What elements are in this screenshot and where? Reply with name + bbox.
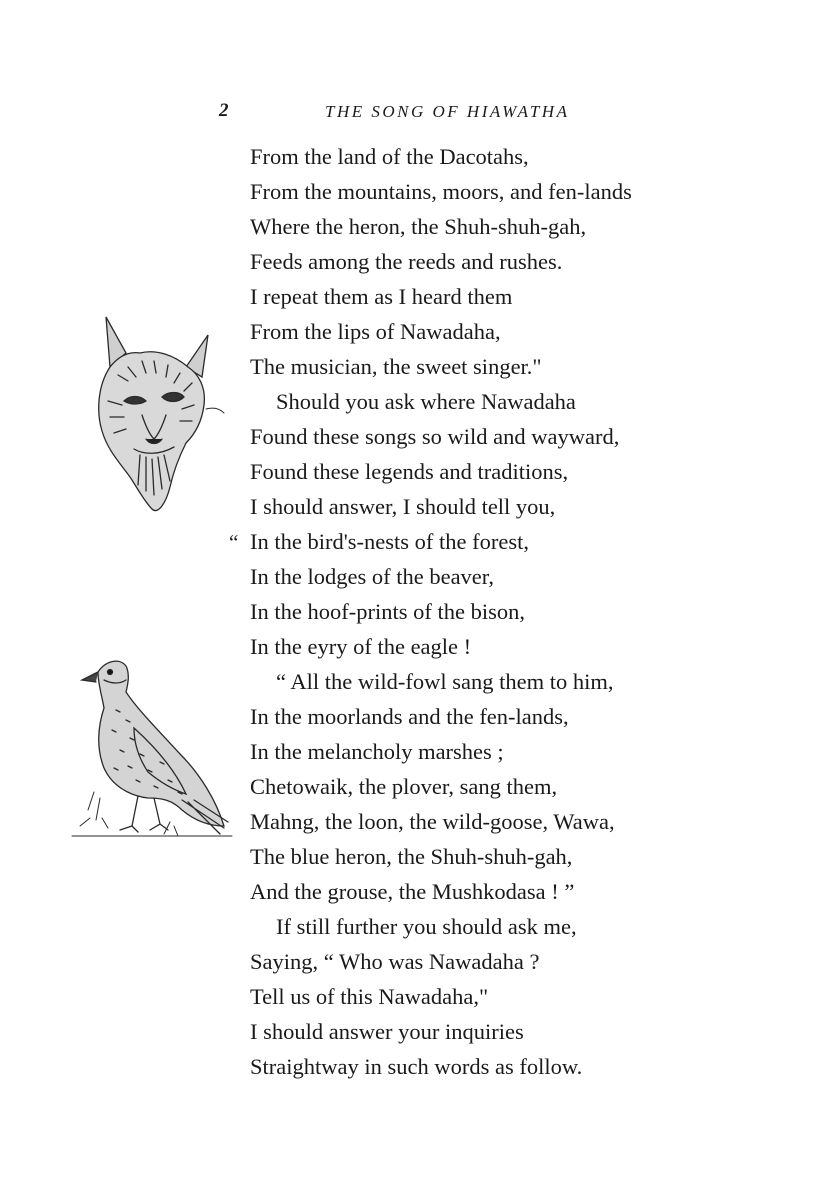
poem-line: From the lips of Nawadaha, bbox=[250, 319, 501, 344]
poem-line: And the grouse, the Mushkodasa ! ” bbox=[250, 879, 575, 904]
poem-line: Mahng, the loon, the wild-goose, Wawa, bbox=[250, 809, 615, 834]
poem-line: Chetowaik, the plover, sang them, bbox=[250, 774, 558, 799]
running-header bbox=[0, 100, 840, 130]
poem-line: “ All the wild-fowl sang them to him, bbox=[276, 669, 614, 694]
poem-line: If still further you should ask me, bbox=[276, 914, 577, 939]
poem-line: Straightway in such words as follow. bbox=[250, 1054, 583, 1079]
fox-head-illustration bbox=[88, 305, 228, 520]
poem-line: “ In the bird's-nests of the forest, bbox=[250, 524, 529, 560]
poem-line: From the land of the Dacotahs, bbox=[250, 144, 529, 169]
running-title: THE SONG OF HIAWATHA bbox=[325, 102, 570, 121]
poem-line: Where the heron, the Shuh-shuh-gah, bbox=[250, 214, 587, 239]
hanging-quote-mark: “ bbox=[229, 530, 239, 554]
poem-line: The blue heron, the Shuh-shuh-gah, bbox=[250, 844, 573, 869]
poem-line: The musician, the sweet singer." bbox=[250, 354, 542, 379]
poem-line: In the hoof-prints of the bison, bbox=[250, 599, 525, 624]
poem-line: In the moorlands and the fen-lands, bbox=[250, 704, 569, 729]
poem-line: In the eyry of the eagle ! bbox=[250, 634, 472, 659]
grouse-illustration bbox=[68, 650, 234, 852]
poem-line: In the melancholy marshes ; bbox=[250, 739, 504, 764]
poem-line: In the lodges of the beaver, bbox=[250, 564, 495, 589]
poem-line: Should you ask where Nawadaha bbox=[276, 389, 576, 414]
poem-line: Found these songs so wild and wayward, bbox=[250, 424, 620, 449]
page-number: 2 bbox=[219, 100, 229, 121]
poem-line: From the mountains, moors, and fen-lands bbox=[250, 179, 632, 204]
poem-line: I should answer, I should tell you, bbox=[250, 494, 556, 519]
poem-line: I should answer your inquiries bbox=[250, 1019, 524, 1044]
poem-line: Found these legends and traditions, bbox=[250, 459, 569, 484]
poem-line: I repeat them as I heard them bbox=[250, 284, 513, 309]
poem-line: Saying, “ Who was Nawadaha ? bbox=[250, 949, 540, 974]
poem-line: Tell us of this Nawadaha," bbox=[250, 984, 489, 1009]
poem-line: Feeds among the reeds and rushes. bbox=[250, 249, 563, 274]
